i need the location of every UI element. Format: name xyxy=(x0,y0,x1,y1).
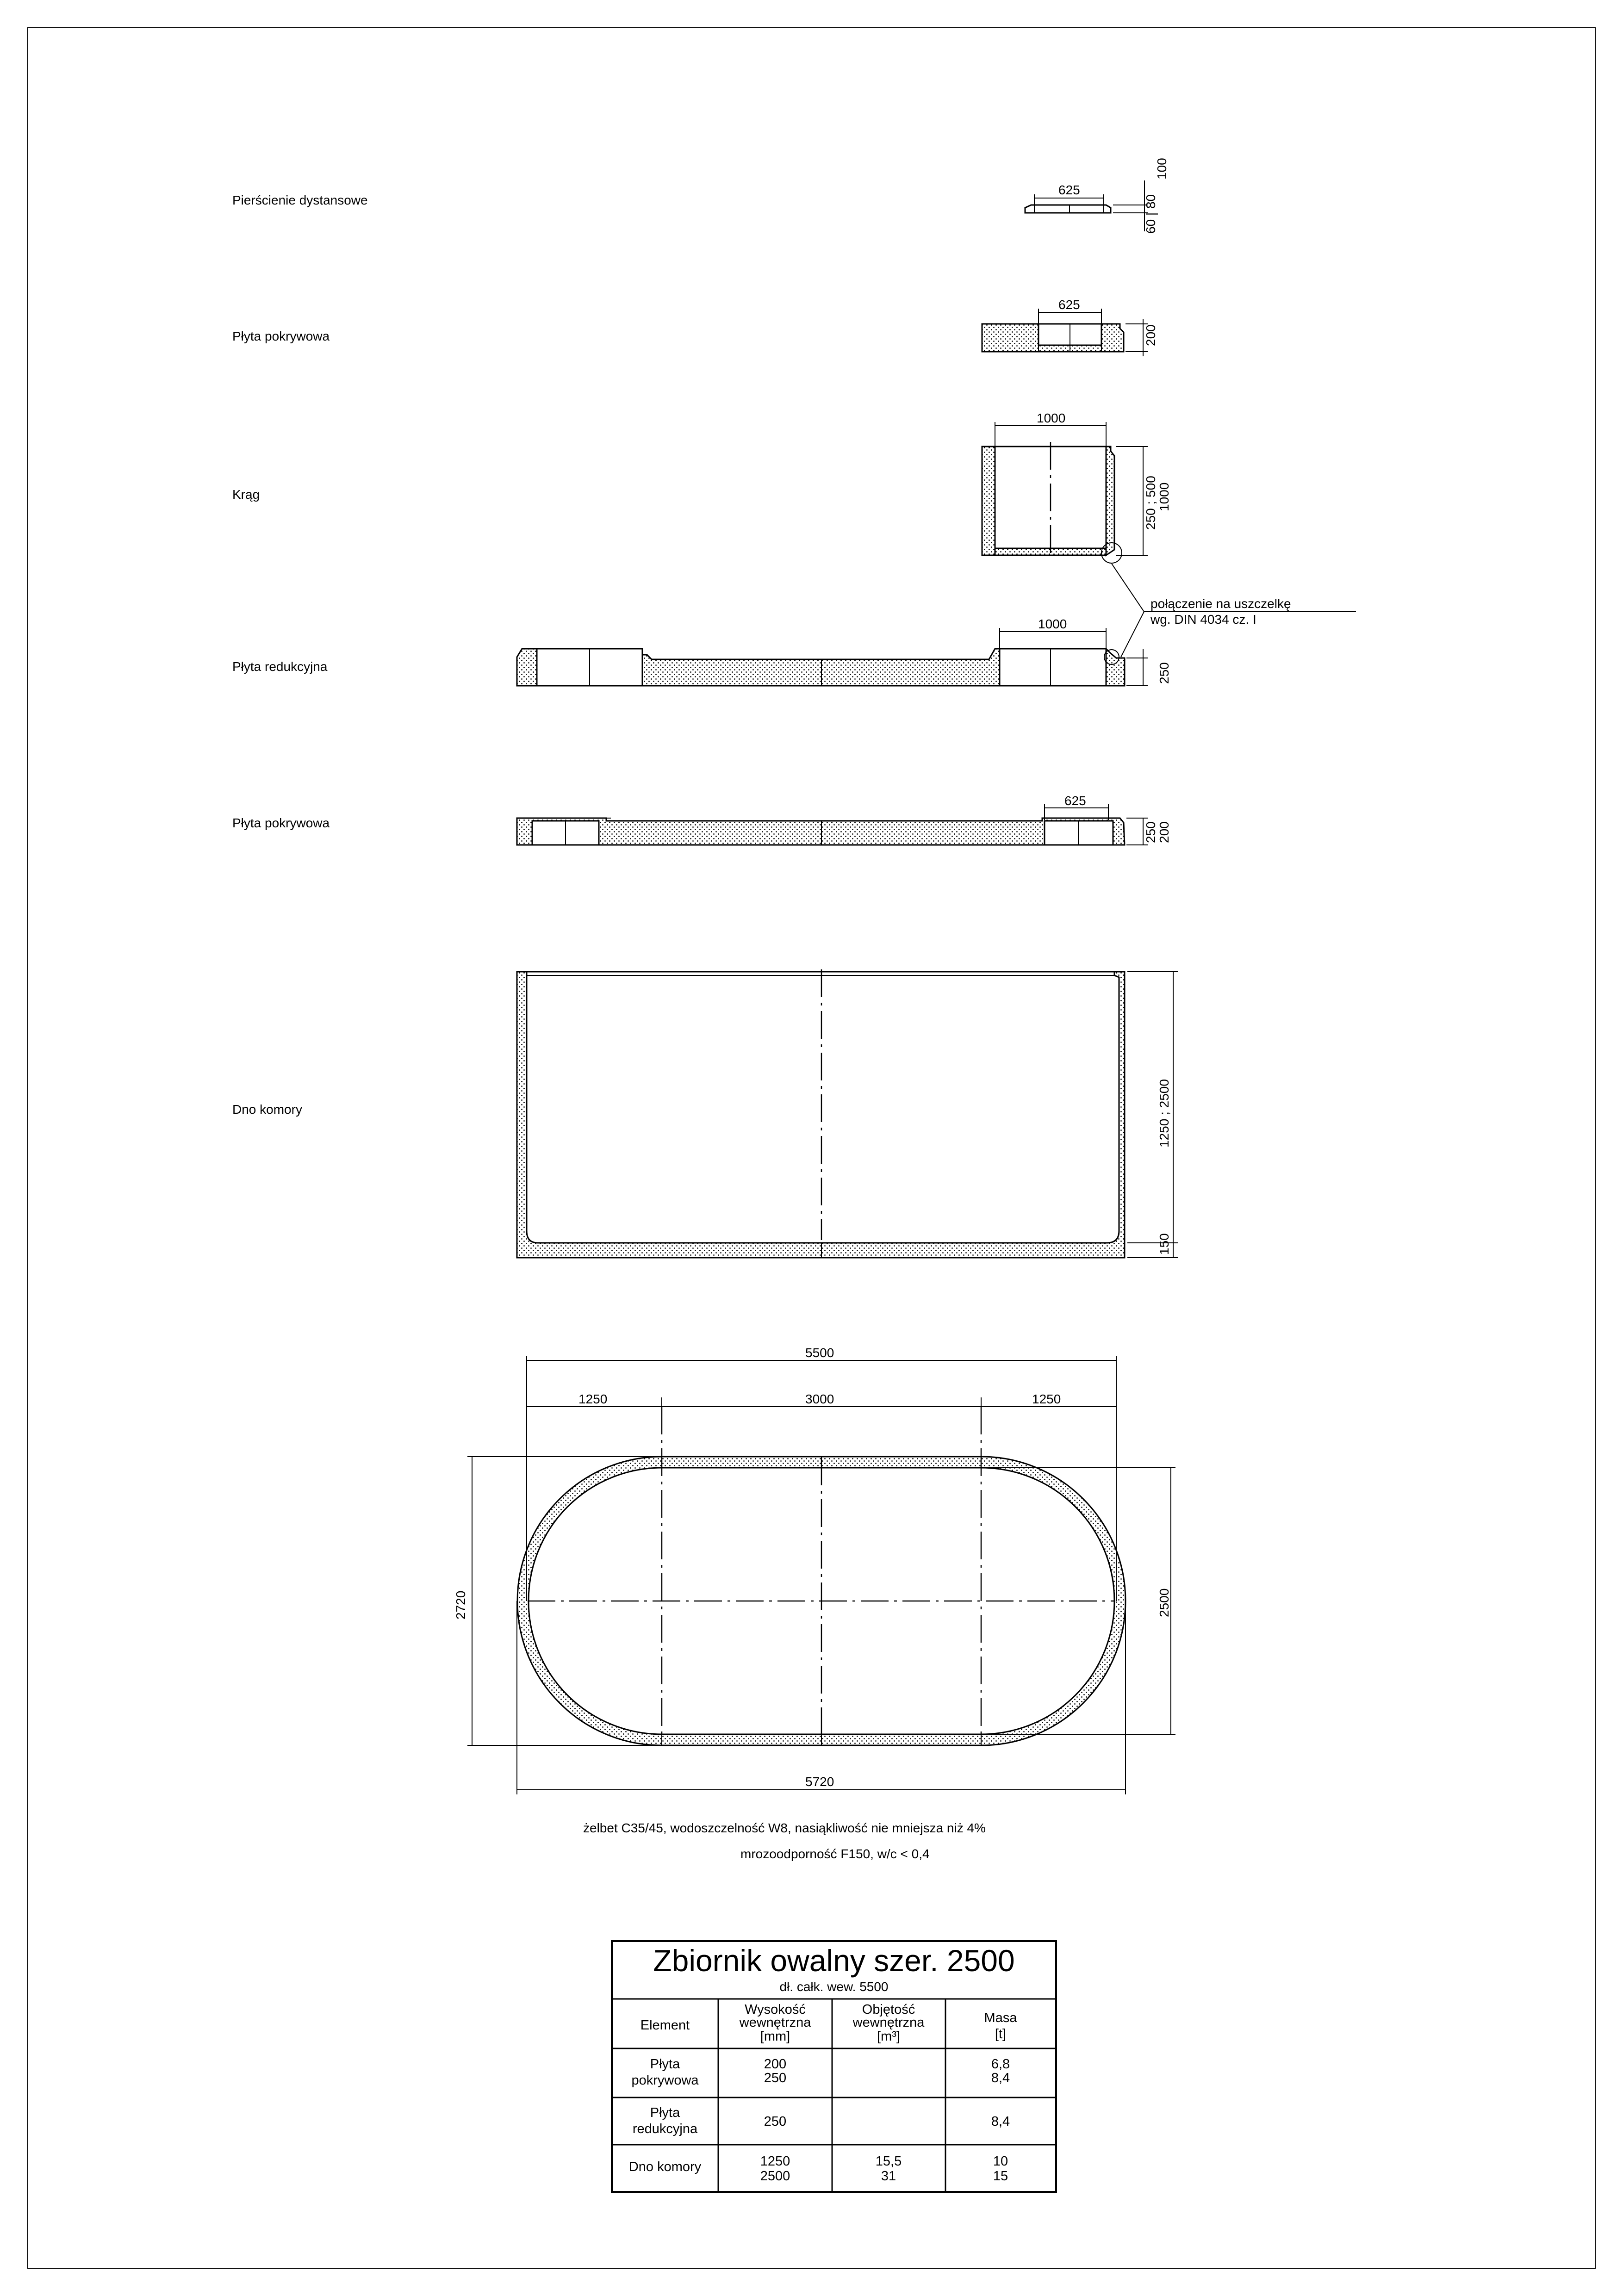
row3-mass-2: 15 xyxy=(993,2169,1008,2184)
dim-rings-h1: 100 xyxy=(1155,158,1169,180)
cover-large-section xyxy=(517,794,1171,845)
table-title: Zbiornik owalny szer. 2500 xyxy=(653,1943,1015,1978)
joint-callout xyxy=(1112,564,1356,657)
dim-plan-mid: 3000 xyxy=(805,1392,834,1406)
ring-wall-left xyxy=(982,447,995,555)
row2-element-1: Płyta xyxy=(650,2105,680,2120)
header-volume-3: [m³] xyxy=(877,2029,900,2044)
label-reduction: Płyta redukcyjna xyxy=(232,659,328,674)
row3-volume-1: 15,5 xyxy=(875,2154,902,2169)
cover-large-profile xyxy=(517,818,1125,845)
label-cover-small: Płyta pokrywowa xyxy=(232,329,330,343)
dim-rings-h2: 60 | 80 xyxy=(1144,194,1158,234)
ring-wall-right xyxy=(1106,447,1114,555)
row2-height-1: 250 xyxy=(764,2114,787,2129)
dim-plan-outer-h: 2720 xyxy=(454,1590,468,1620)
spec-table xyxy=(612,1941,1056,2192)
dim-rings-width: 625 xyxy=(1058,183,1080,197)
table-subtitle: dł. całk. wew. 5500 xyxy=(779,1980,889,1994)
material-note-1: żelbet C35/45, wodoszczelność W8, nasiąkliwość nie mniejsza niż 4% xyxy=(583,1821,986,1835)
joint-note-1: połączenie na uszczelkę xyxy=(1150,596,1291,611)
row1-element-2: pokrywowa xyxy=(631,2073,699,2088)
label-ring: Krąg xyxy=(232,487,260,502)
joint-note-2: wg. DIN 4034 cz. I xyxy=(1150,612,1256,627)
header-height-3: [mm] xyxy=(760,2029,790,2044)
row3-element-1: Dno komory xyxy=(628,2159,702,2174)
dim-plan-right: 1250 xyxy=(1032,1392,1061,1406)
dim-reduction-width: 1000 xyxy=(1038,617,1067,631)
dim-bottom-base: 150 xyxy=(1157,1233,1171,1255)
distance-rings-section xyxy=(1025,158,1169,234)
dim-ring-h2: 1000 xyxy=(1157,482,1171,511)
label-rings: Pierścienie dystansowe xyxy=(232,193,368,207)
row1-mass-2: 8,4 xyxy=(991,2071,1010,2085)
label-cover-large: Płyta pokrywowa xyxy=(232,816,330,830)
row1-mass-1: 6,8 xyxy=(991,2057,1010,2072)
header-volume-2: wewnętrzna xyxy=(852,2015,925,2030)
row2-element-2: redukcyjna xyxy=(632,2122,698,2136)
dim-cover-small-width: 625 xyxy=(1058,298,1080,312)
label-bottom: Dno komory xyxy=(232,1102,302,1117)
row3-mass-1: 10 xyxy=(993,2154,1008,2169)
dim-cover-large-h2: 200 xyxy=(1157,821,1171,843)
dim-bottom-h: 1250 ; 2500 xyxy=(1157,1079,1171,1148)
header-volume-1: Objętość xyxy=(862,2002,915,2017)
plan-view-section xyxy=(454,1346,1175,1794)
row2-mass-1: 8,4 xyxy=(991,2114,1010,2129)
dim-cover-small-h: 200 xyxy=(1144,324,1158,346)
dim-plan-outer-w: 5720 xyxy=(805,1775,834,1789)
dim-cover-large-width: 625 xyxy=(1064,794,1086,808)
row1-height-2: 250 xyxy=(764,2071,787,2085)
dim-ring-h: 250 ; 500 xyxy=(1144,476,1158,530)
dim-plan-total-inner: 5500 xyxy=(805,1346,834,1360)
dim-ring-width: 1000 xyxy=(1037,411,1066,425)
row3-height-2: 2500 xyxy=(760,2169,790,2184)
distance-ring-profile xyxy=(1025,205,1111,213)
header-mass-1: Masa xyxy=(984,2011,1017,2025)
header-height-2: wewnętrzna xyxy=(739,2015,811,2030)
chamber-bottom-section xyxy=(517,969,1178,1258)
header-height-1: Wysokość xyxy=(745,2002,806,2017)
header-mass-2: [t] xyxy=(995,2027,1007,2042)
row1-height-1: 200 xyxy=(764,2057,787,2072)
dim-plan-inner-h: 2500 xyxy=(1157,1588,1171,1617)
material-note-2: mrozoodporność F150, w/c < 0,4 xyxy=(740,1847,930,1861)
row3-height-1: 1250 xyxy=(760,2154,790,2169)
header-element: Element xyxy=(640,2018,690,2033)
cover-small-section xyxy=(982,298,1158,356)
dim-plan-left: 1250 xyxy=(578,1392,608,1406)
dim-reduction-h: 250 xyxy=(1157,662,1171,684)
row1-element-1: Płyta xyxy=(650,2057,680,2072)
dim-cover-large-h1: 250 xyxy=(1144,821,1158,843)
ring-section xyxy=(982,411,1171,563)
reduction-plate-section xyxy=(517,617,1171,686)
row3-volume-2: 31 xyxy=(881,2169,896,2184)
